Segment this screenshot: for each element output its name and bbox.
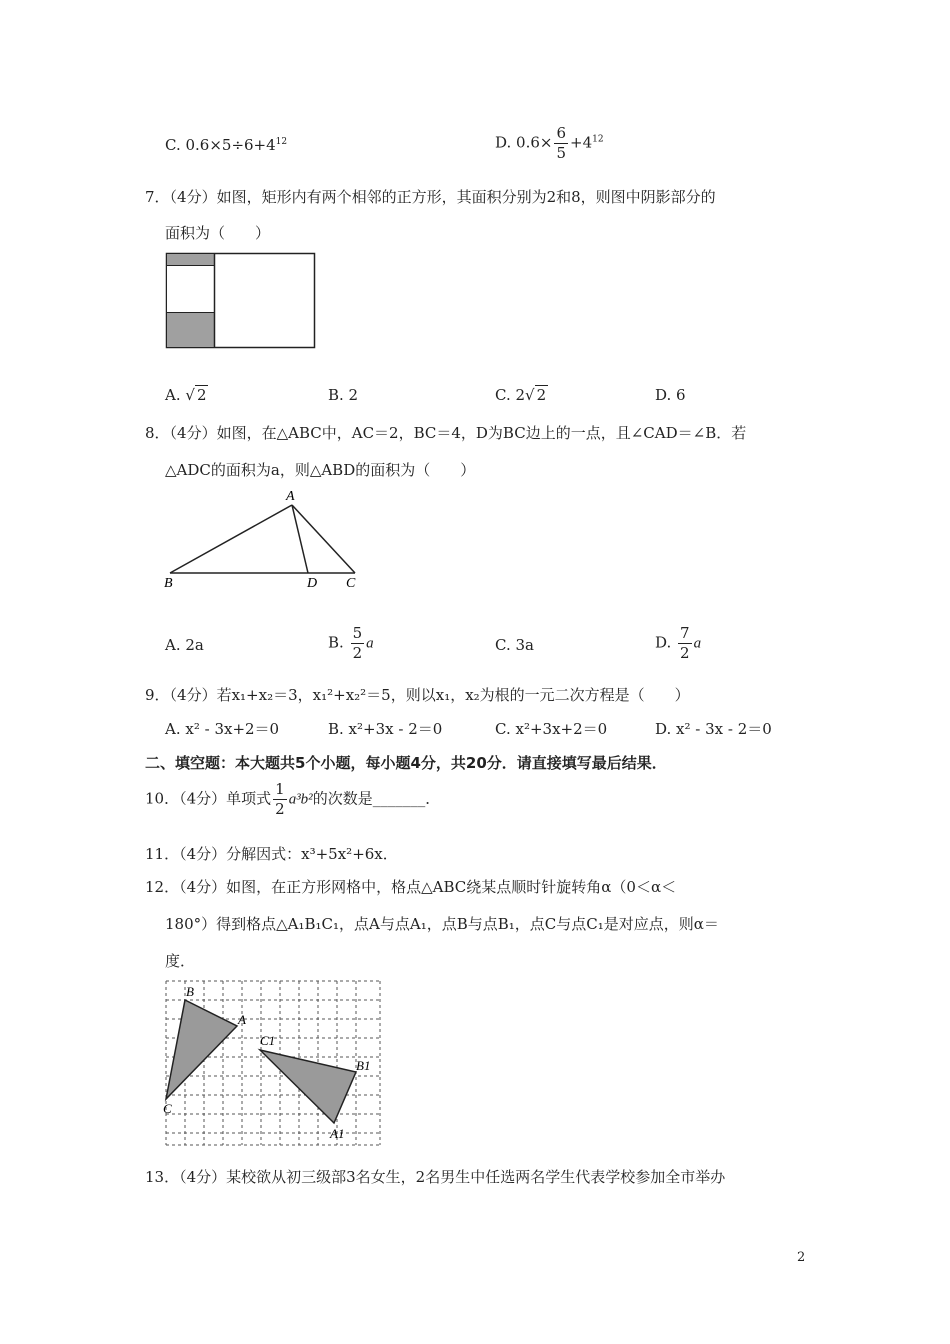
small-square xyxy=(167,266,215,313)
option-label: B. xyxy=(328,633,344,652)
q8-stem-line1: 8．（4分）如图，在△ABC中，AC＝2，BC＝4，D为BC边上的一点，且∠CAD＝∠B．若 xyxy=(145,424,747,442)
q7-option-a: A. √ 2 xyxy=(165,386,207,404)
q6-option-c-exponent: 12 xyxy=(275,137,288,147)
q8-triangle-figure xyxy=(160,485,370,595)
fraction-numerator: 1 xyxy=(275,780,285,798)
q9-option-b: B. x²+3x - 2＝0 xyxy=(328,720,443,738)
q10-stem xyxy=(145,782,440,817)
label-a1: A1 xyxy=(330,1126,345,1141)
q10-suffix: 的次数是_______． xyxy=(312,789,441,808)
q10-fraction xyxy=(273,782,287,817)
q10-prefix: 10．（4分）单项式 xyxy=(145,789,272,808)
q11-stem: 11．（4分）分解因式：x³+5x²+6x． xyxy=(145,845,398,863)
label-b: B xyxy=(186,984,194,999)
q12-stem-line1: 12．（4分）如图，在正方形网格中，格点△ABC绕某点顺时针旋转角α（0＜α＜ xyxy=(145,878,677,896)
q9-option-a: A. x² - 3x+2＝0 xyxy=(165,720,280,738)
triangle-abc xyxy=(166,1000,237,1099)
q8-option-c: C. 3a xyxy=(495,636,534,654)
q10-monomial: a³b² xyxy=(288,791,313,808)
label-c: C xyxy=(163,1101,172,1116)
sqrt-radicand: 2 xyxy=(536,386,547,404)
variable: a xyxy=(366,635,374,652)
q6-option-c xyxy=(165,136,287,154)
variable: a xyxy=(693,635,702,652)
fraction-denominator: 2 xyxy=(680,644,690,662)
q6-option-d-fraction xyxy=(554,126,568,161)
segment-ac xyxy=(292,505,355,573)
label-a: A xyxy=(238,1012,246,1027)
label-b1: B1 xyxy=(356,1058,371,1073)
q7-stem-line1: 7．（4分）如图，矩形内有两个相邻的正方形，其面积分别为2和8，则图中阴影部分的 xyxy=(145,188,716,206)
label-d: D xyxy=(307,576,318,591)
fraction-denominator: 2 xyxy=(352,644,363,662)
q8-option-a: A. 2a xyxy=(165,636,204,654)
q7-rectangle-figure xyxy=(160,248,320,353)
q6-option-c-text: C. 0.6×5÷6+4 xyxy=(165,136,276,154)
segment-ad xyxy=(292,505,308,573)
label-c: C xyxy=(346,576,356,591)
q12-grid-figure xyxy=(160,975,385,1150)
sqrt-radicand: 2 xyxy=(196,386,207,404)
q6-option-d-prefix: D. 0.6× xyxy=(495,133,553,152)
fraction-denominator: 2 xyxy=(275,800,285,818)
q8-option-b xyxy=(328,626,374,661)
fraction-numerator: 5 xyxy=(352,624,363,642)
q7-option-c: C. 2√ 2 xyxy=(495,386,547,404)
q7-option-b: B. 2 xyxy=(328,386,359,404)
fraction-denominator: 5 xyxy=(556,144,566,162)
q7-option-d: D. 6 xyxy=(655,386,686,404)
label-b: B xyxy=(164,576,173,591)
q9-option-d: D. x² - 3x - 2＝0 xyxy=(655,720,772,738)
q13-stem: 13．（4分）某校欲从初三级部3名女生，2名男生中任选两名学生代表学校参加全市举办 xyxy=(145,1168,726,1186)
label-a: A xyxy=(286,489,295,504)
fraction-numerator: 7 xyxy=(680,624,690,642)
shaded-strip xyxy=(167,254,215,266)
q9-stem: 9．（4分）若x₁+x₂＝3，x₁²+x₂²＝5，则以x₁，x₂为根的一元二次方程是（ ） xyxy=(145,686,690,704)
section-heading: 二、填空题：本大题共5个小题，每小题4分，共20分．请直接填写最后结果． xyxy=(145,754,667,772)
q6-option-d-suffix: +4 xyxy=(570,133,593,152)
page-number: 2 xyxy=(797,1250,806,1265)
option-label: C. 2 xyxy=(495,386,526,404)
q12-stem-line2: 180°）得到格点△A₁B₁C₁，点A与点A₁，点B与点B₁，点C与点C₁是对应点，则α＝ xyxy=(165,915,719,933)
segment-ab xyxy=(170,505,292,573)
triangle-a1b1c1 xyxy=(260,1050,356,1123)
q7-stem-line2: 面积为（ ） xyxy=(165,224,271,242)
option-label: D. xyxy=(655,633,672,652)
q8-option-d xyxy=(655,626,701,661)
option-label: A. xyxy=(165,386,181,404)
fraction xyxy=(678,626,692,661)
q6-option-d xyxy=(495,126,604,161)
fraction-numerator: 6 xyxy=(556,124,566,142)
q9-option-c: C. x²+3x+2＝0 xyxy=(495,720,608,738)
q6-option-d-exponent: 12 xyxy=(592,134,604,145)
q8-stem-line2: △ADC的面积为a，则△ABD的面积为（ ） xyxy=(165,461,476,479)
fraction xyxy=(351,626,365,661)
shaded-square xyxy=(167,313,215,348)
q12-stem-line3: 度． xyxy=(165,952,196,970)
label-c1: C1 xyxy=(260,1033,276,1048)
